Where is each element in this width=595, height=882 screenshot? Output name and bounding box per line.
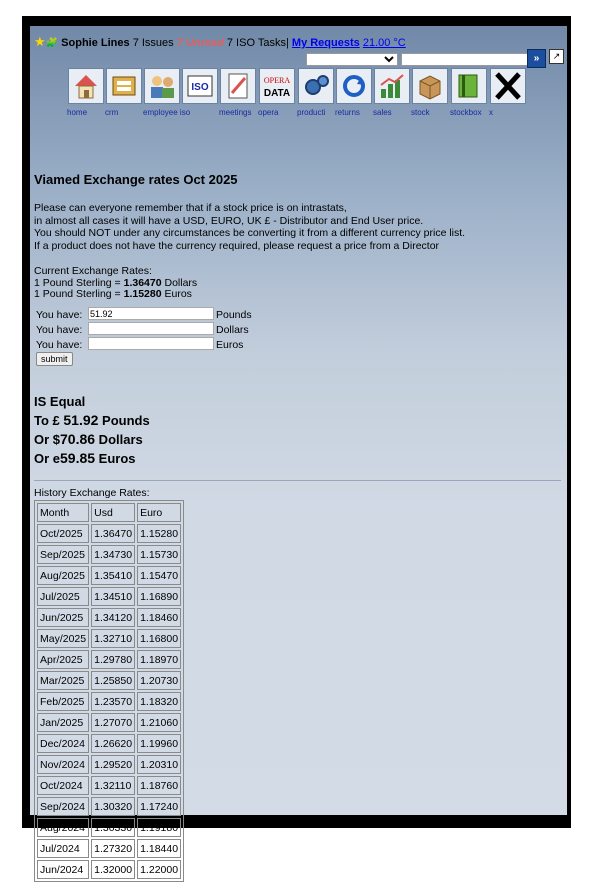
- history-label: History Exchange Rates:: [34, 487, 150, 499]
- search-input[interactable]: [401, 53, 529, 66]
- usd-rate-suffix: Dollars: [161, 276, 198, 289]
- result-pounds: [34, 411, 150, 430]
- pounds-input[interactable]: [88, 307, 214, 320]
- table-cell: 1.16890: [137, 587, 181, 606]
- table-row: [37, 755, 181, 774]
- usd-rate-value: 1.36470: [123, 276, 162, 289]
- table-row: [37, 734, 181, 753]
- iso-tasks-link[interactable]: 7 ISO Tasks|: [226, 37, 289, 49]
- issues-link[interactable]: 7 Issues: [132, 37, 174, 49]
- table-cell: Jul/2025: [37, 587, 89, 606]
- divider: [34, 480, 561, 481]
- user-name: Sophie Lines: [61, 37, 130, 49]
- employee-icon[interactable]: [144, 68, 180, 104]
- table-row: [37, 608, 181, 627]
- notice-line: If a product does not have the currency required, please request a price from a Director: [34, 239, 440, 252]
- quick-select[interactable]: [306, 53, 398, 66]
- usd-rate-prefix: 1 Pound Sterling =: [34, 276, 124, 289]
- current-rates: [34, 266, 197, 301]
- table-cell: 1.26620: [91, 734, 135, 753]
- svg-text:ISO: ISO: [191, 82, 209, 93]
- table-cell: 1.29520: [91, 755, 135, 774]
- eur-rate-line: [34, 289, 197, 301]
- table-cell: 1.27320: [91, 839, 135, 858]
- conversion-result: [34, 392, 150, 468]
- nav-label[interactable]: stockbox: [450, 108, 482, 117]
- top-status-bar: [34, 34, 406, 50]
- notice-line: in almost all cases it will have a USD, EURO, UK £ - Distributor and End User price.: [34, 214, 424, 227]
- returns-icon[interactable]: [336, 68, 372, 104]
- notice-line: You should NOT under any circumstances be converting it from a different currency price list.: [34, 227, 466, 239]
- table-cell: 1.27070: [91, 713, 135, 732]
- nav-item[interactable]: [451, 68, 487, 104]
- table-cell: 1.15730: [137, 545, 181, 564]
- table-cell: 1.25850: [91, 671, 135, 690]
- table-cell: 1.30320: [91, 797, 135, 816]
- nav-label[interactable]: producti: [297, 108, 326, 117]
- sales-icon[interactable]: [374, 68, 410, 104]
- euros-unit: Euros: [216, 339, 244, 351]
- nav-label[interactable]: opera: [258, 108, 279, 117]
- table-row: [37, 713, 181, 732]
- result-dollars: [34, 430, 150, 449]
- table-cell: 1.30330: [91, 818, 135, 837]
- nav-item[interactable]: [374, 68, 410, 104]
- table-row: [37, 839, 181, 858]
- table-row: [37, 797, 181, 816]
- column-header: Euro: [137, 503, 181, 522]
- nav-item[interactable]: [336, 68, 372, 104]
- table-cell: 1.34730: [91, 545, 135, 564]
- puzzle-icon: 🧩: [45, 38, 59, 49]
- result-dollars-prefix: Or $: [34, 432, 61, 447]
- page-title: Viamed Exchange rates Oct 2025: [34, 172, 238, 187]
- result-euros-prefix: Or e: [34, 451, 61, 466]
- table-cell: Aug/2025: [37, 566, 89, 585]
- column-header: Usd: [91, 503, 135, 522]
- table-cell: 1.19960: [137, 734, 181, 753]
- result-euros-value: 59.85: [60, 450, 96, 466]
- table-cell: 1.18460: [137, 608, 181, 627]
- table-cell: 1.18970: [137, 650, 181, 669]
- table-cell: 1.20730: [137, 671, 181, 690]
- table-row: [37, 818, 181, 837]
- page-body: [30, 26, 567, 876]
- nav-item[interactable]: [144, 68, 180, 104]
- table-cell: Jul/2024: [37, 839, 89, 858]
- iso-icon[interactable]: [182, 68, 218, 104]
- you-have-label: You have:: [36, 324, 83, 336]
- nav-label[interactable]: crm: [105, 108, 119, 117]
- nav-item[interactable]: [182, 68, 218, 104]
- nav-item[interactable]: [106, 68, 142, 104]
- nav-label[interactable]: sales: [373, 108, 392, 117]
- table-row: [37, 629, 181, 648]
- table-cell: 1.29780: [91, 650, 135, 669]
- table-header-row: [37, 503, 181, 522]
- table-cell: Oct/2024: [37, 776, 89, 795]
- table-row: [37, 650, 181, 669]
- star-icon: ★: [34, 34, 46, 49]
- table-cell: 1.35410: [91, 566, 135, 585]
- table-row: [37, 671, 181, 690]
- nav-label[interactable]: stock: [411, 108, 430, 117]
- table-cell: 1.32110: [91, 776, 135, 795]
- nav-item[interactable]: [490, 68, 526, 104]
- meetings-icon[interactable]: [220, 68, 256, 104]
- table-cell: Sep/2024: [37, 797, 89, 816]
- result-dollars-value: 70.86: [60, 431, 96, 447]
- table-row: [37, 545, 181, 564]
- eur-rate-prefix: 1 Pound Sterling =: [34, 288, 124, 300]
- stock-icon[interactable]: [412, 68, 448, 104]
- go-button[interactable]: »: [527, 49, 546, 68]
- table-row: [37, 524, 181, 543]
- table-cell: 1.16800: [137, 629, 181, 648]
- table-cell: 1.19180: [137, 818, 181, 837]
- table-cell: 1.34120: [91, 608, 135, 627]
- table-cell: Nov/2024: [37, 755, 89, 774]
- result-pounds-prefix: To £: [34, 413, 64, 428]
- table-cell: 1.15470: [137, 566, 181, 585]
- table-cell: Jun/2025: [37, 608, 89, 627]
- table-cell: Jan/2025: [37, 713, 89, 732]
- eur-rate-suffix: Euros: [161, 288, 192, 300]
- result-euros-suffix: Euros: [95, 451, 136, 466]
- svg-text:OPERA: OPERA: [263, 76, 291, 85]
- svg-text:DATA: DATA: [263, 88, 291, 99]
- current-rates-label: Current Exchange Rates:: [34, 265, 152, 277]
- table-cell: Aug/2024: [37, 818, 89, 837]
- pounds-unit: Pounds: [216, 309, 252, 321]
- table-row: [37, 776, 181, 795]
- table-cell: 1.32710: [91, 629, 135, 648]
- nav-label[interactable]: returns: [335, 108, 360, 117]
- notice-line: Please can everyone remember that if a stock price is on intrastats,: [34, 202, 347, 214]
- column-header: Month: [37, 503, 89, 522]
- production-icon[interactable]: [298, 68, 334, 104]
- external-link-icon[interactable]: ↗: [549, 49, 564, 64]
- dollars-unit: Dollars: [216, 324, 249, 336]
- table-cell: 1.36470: [91, 524, 135, 543]
- euros-input[interactable]: [88, 337, 214, 350]
- table-cell: 1.23570: [91, 692, 135, 711]
- result-heading: IS Equal: [34, 394, 86, 409]
- table-cell: Sep/2025: [37, 545, 89, 564]
- table-cell: Apr/2025: [37, 650, 89, 669]
- nav-label[interactable]: home: [67, 108, 88, 117]
- table-row: [37, 566, 181, 585]
- table-cell: 1.18320: [137, 692, 181, 711]
- table-cell: May/2025: [37, 629, 89, 648]
- crm-icon[interactable]: [106, 68, 142, 104]
- unread-link[interactable]: 7 Unread: [176, 37, 224, 49]
- submit-button[interactable]: submit: [36, 352, 73, 366]
- my-requests-link[interactable]: My Requests: [291, 37, 360, 49]
- table-cell: 1.21060: [137, 713, 181, 732]
- nav-item[interactable]: [298, 68, 334, 104]
- close-icon[interactable]: [490, 68, 526, 104]
- table-cell: Feb/2025: [37, 692, 89, 711]
- table-cell: 1.18440: [137, 839, 181, 858]
- table-cell: Mar/2025: [37, 671, 89, 690]
- table-cell: 1.17240: [137, 797, 181, 816]
- table-cell: 1.20310: [137, 755, 181, 774]
- result-pounds-suffix: Pounds: [98, 413, 150, 428]
- temperature-link[interactable]: 21.00 °C: [362, 37, 406, 49]
- nav-label[interactable]: meetings: [219, 108, 252, 117]
- table-row: [37, 860, 181, 879]
- result-dollars-suffix: Dollars: [95, 432, 143, 447]
- nav-item[interactable]: [259, 68, 295, 104]
- stockbox-icon[interactable]: [451, 68, 487, 104]
- table-cell: Jun/2024: [37, 860, 89, 879]
- table-cell: 1.15280: [137, 524, 181, 543]
- eur-rate-value: 1.15280: [123, 288, 162, 300]
- nav-item[interactable]: [220, 68, 256, 104]
- table-cell: Oct/2025: [37, 524, 89, 543]
- table-cell: 1.32000: [91, 860, 135, 879]
- nav-label[interactable]: x: [489, 108, 493, 117]
- dollars-input[interactable]: [88, 322, 214, 335]
- notice-text: [34, 202, 465, 252]
- result-pounds-value: 51.92: [63, 412, 99, 428]
- table-cell: 1.22000: [137, 860, 181, 879]
- home-icon[interactable]: [68, 68, 104, 104]
- table-cell: Dec/2024: [37, 734, 89, 753]
- table-row: [37, 692, 181, 711]
- nav-label[interactable]: employee iso: [143, 108, 191, 117]
- table-row: [37, 587, 181, 606]
- you-have-label: You have:: [36, 339, 83, 351]
- history-table: [34, 500, 184, 882]
- you-have-label: You have:: [36, 309, 83, 321]
- result-euros: [34, 449, 150, 468]
- opera-data-icon[interactable]: [259, 68, 295, 104]
- nav-item[interactable]: [68, 68, 104, 104]
- nav-item[interactable]: [412, 68, 448, 104]
- table-cell: 1.18760: [137, 776, 181, 795]
- table-cell: 1.34510: [91, 587, 135, 606]
